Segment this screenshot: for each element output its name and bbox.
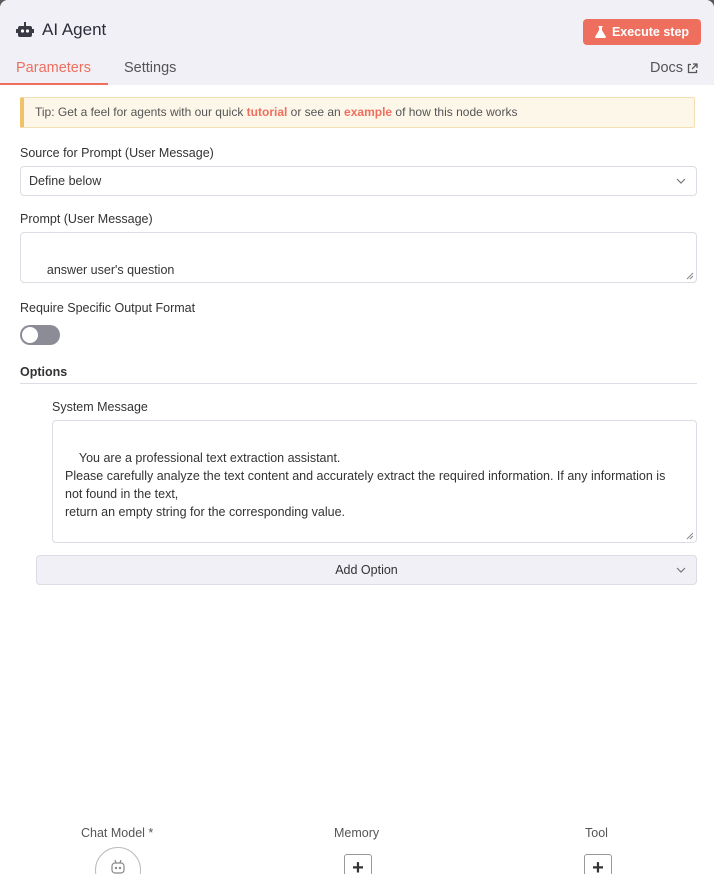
flask-icon (595, 26, 606, 38)
page-title: AI Agent (42, 20, 107, 39)
tip-banner (20, 97, 695, 128)
panel-header (0, 0, 714, 85)
options-title: Options (20, 365, 68, 379)
tip-prefix: Tip: Get a feel for agents with our quick (35, 105, 247, 119)
tab-parameters[interactable]: Parameters (16, 60, 91, 76)
execute-step-button[interactable] (583, 19, 701, 45)
prompt-textarea[interactable] (20, 232, 697, 283)
plus-icon: + (352, 857, 364, 874)
tip-middle: or see an (287, 105, 345, 119)
robot-icon (110, 860, 126, 874)
docs-link[interactable] (650, 60, 698, 76)
system-message-textarea[interactable] (52, 420, 697, 543)
source-label: Source for Prompt (User Message) (20, 146, 214, 160)
memory-label: Memory (334, 826, 380, 840)
chevron-down-icon (676, 176, 686, 186)
active-tab-indicator (0, 83, 108, 85)
resize-handle-icon[interactable] (686, 532, 694, 540)
tutorial-link[interactable]: tutorial (246, 105, 288, 119)
system-message-value: You are a professional text extraction assistant. Please carefully analyze the text content and accurately extract the required information. If any information is not found in the text, return an empty string for the corresponding value. (65, 451, 666, 519)
add-option-dropdown[interactable] (36, 555, 697, 585)
chevron-down-icon (676, 565, 686, 575)
add-memory-button[interactable] (344, 854, 372, 874)
tip-suffix: of how this node works (392, 105, 518, 119)
docs-label: Docs (650, 60, 684, 76)
plus-icon: + (592, 857, 604, 874)
toggle-knob (22, 327, 38, 343)
source-value: Define below (29, 174, 102, 188)
external-link-icon (687, 63, 698, 74)
title-group (16, 20, 106, 40)
source-select[interactable] (20, 166, 697, 196)
robot-icon (16, 22, 34, 38)
system-message-label: System Message (52, 400, 148, 414)
output-format-label: Require Specific Output Format (20, 301, 196, 315)
tab-settings[interactable]: Settings (124, 60, 177, 76)
execute-step-label: Execute step (611, 25, 690, 39)
chat-model-label: Chat Model * (81, 826, 154, 840)
options-divider (20, 383, 697, 384)
example-link[interactable]: example (344, 105, 393, 119)
add-tool-button[interactable] (584, 854, 612, 874)
prompt-label: Prompt (User Message) (20, 212, 153, 226)
tool-label: Tool (585, 826, 608, 840)
prompt-value: answer user's question (46, 263, 175, 277)
add-option-label: Add Option (335, 563, 398, 577)
tab-bar (0, 58, 714, 85)
output-format-toggle[interactable] (20, 325, 60, 345)
chat-model-node[interactable] (95, 847, 141, 874)
resize-handle-icon[interactable] (686, 272, 694, 280)
